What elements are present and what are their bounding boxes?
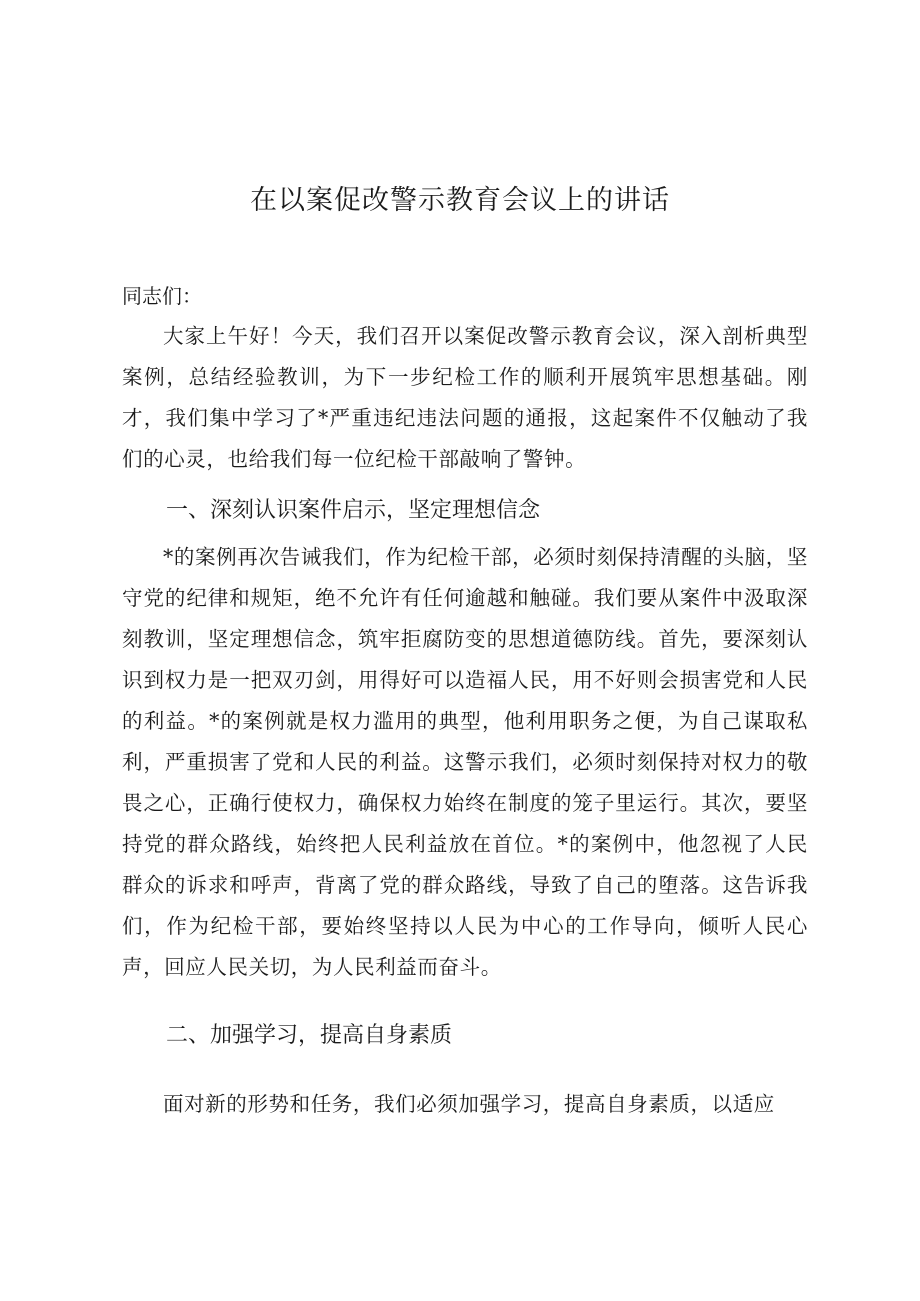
document-title: 在以案促改警示教育会议上的讲话 (250, 185, 670, 216)
greeting: 同志们： (122, 284, 202, 308)
section-2-body: 面对新的形势和任务，我们必须加强学习，提高自身素质，以适应 (163, 1092, 775, 1116)
section-1-body: *的案例再次告诫我们，作为纪检干部，必须时刻保持清醒的头脑，坚守党的纪律和规矩，绝不允许有任何逾越和触碰。我们要从案件中汲取深刻教训，坚定理想信念，筑牢拒腐防变的思想道德防线。首先，要深刻认识到权力是一把双刃剑，用得好可以造福人民，用不好则会损害党和人民的利益。*的案例就是权力滥用的典型，他利用职务之便，为自己谋取私利，严重损害了党和人民的利益。这警示我们，必须时刻保持对权力的敬畏之心，正确行使权力，确保权力始终在制度的笼子里运行。其次，要坚持党的群众路线，始终把人民利益放在首位。*的案例中，他忽视了人民群众的诉求和呼声，背离了党的群众路线，导致了自己的堕落。这告诉我们，作为纪检干部，要始终坚持以人民为中心的工作导向，倾听人民心声，回应人民关切，为人民利益而奋斗。 (122, 545, 808, 979)
section-1-heading: 一、深刻认识案件启示，坚定理想信念 (166, 498, 541, 523)
intro-paragraph: 大家上午好！今天，我们召开以案促改警示教育会议，深入剖析典型案例，总结经验教训，为下一步纪检工作的顺利开展筑牢思想基础。刚才，我们集中学习了*严重违纪违法问题的通报，这起案件不仅触动了我们的心灵，也给我们每一位纪检干部敲响了警钟。 (122, 324, 808, 471)
section-2-heading: 二、加强学习，提高自身素质 (166, 1023, 453, 1048)
